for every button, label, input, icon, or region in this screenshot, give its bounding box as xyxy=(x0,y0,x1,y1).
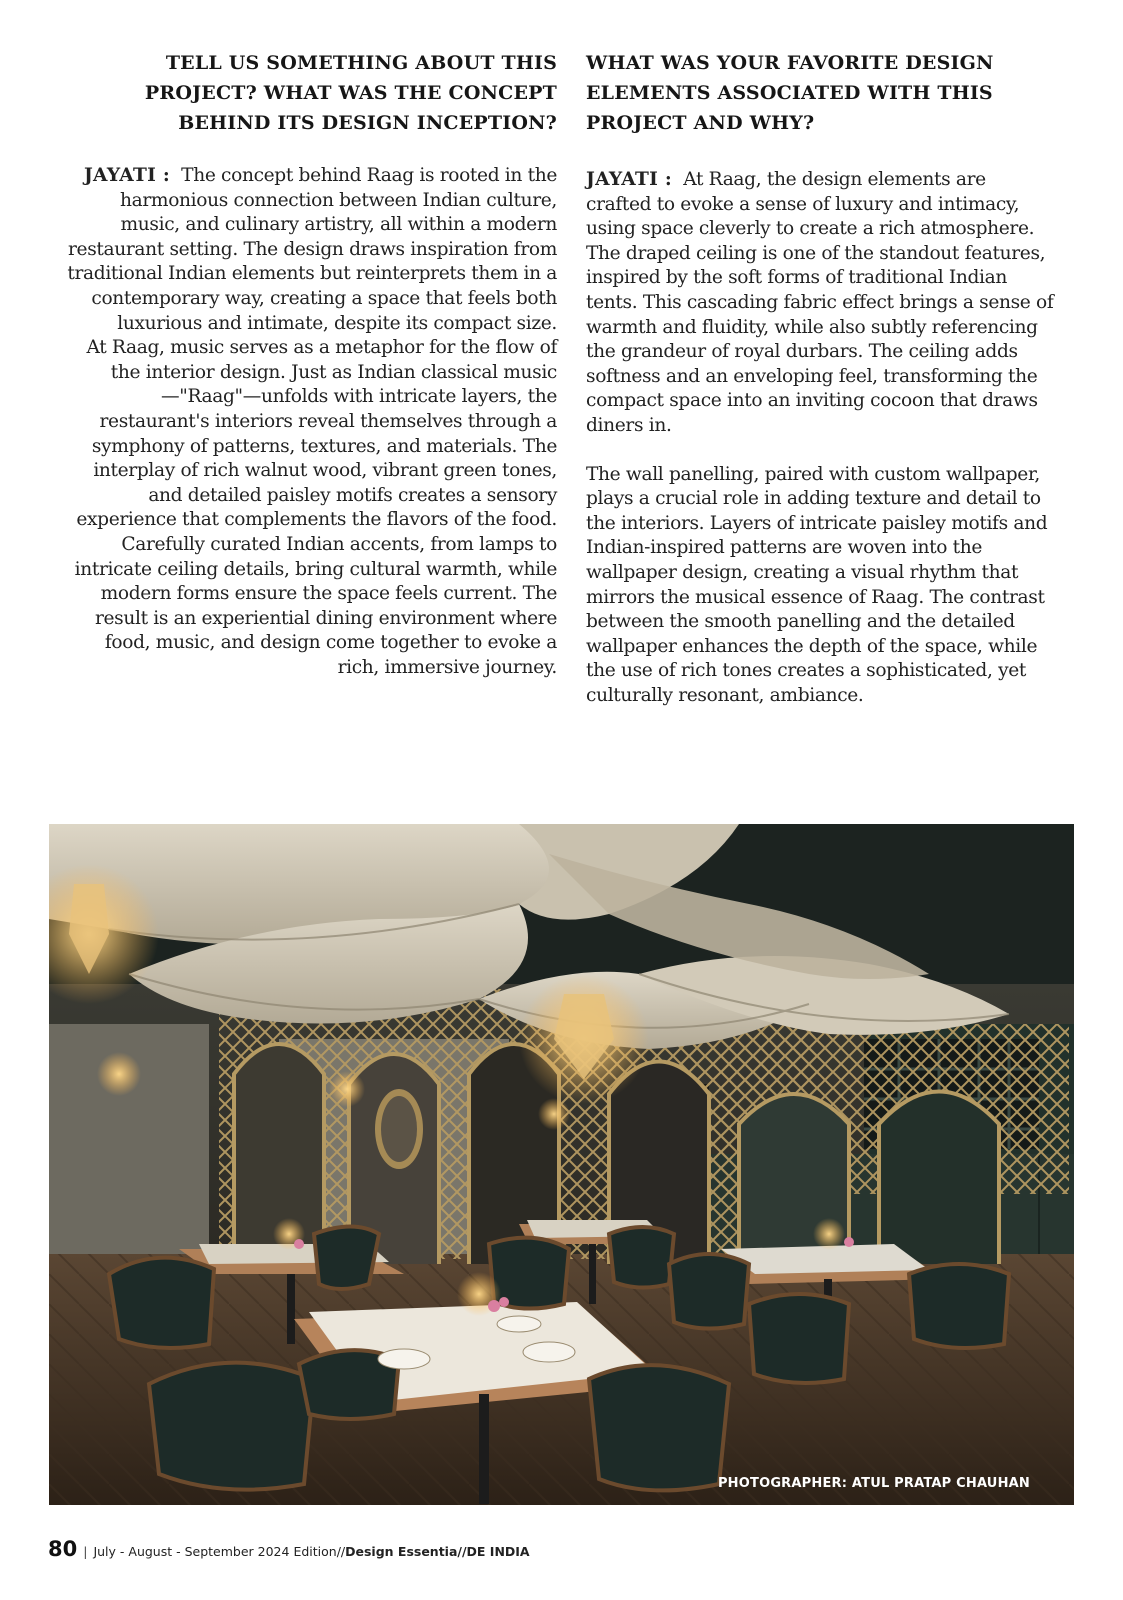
edition-text: July - August - September 2024 Edition// xyxy=(93,1544,346,1559)
page-footer xyxy=(48,1537,530,1561)
right-column xyxy=(586,48,1056,708)
photographer-credit: PHOTOGRAPHER: ATUL PRATAP CHAUHAN xyxy=(717,1476,1030,1491)
right-paragraph-1-text: At Raag, the design elements are crafted to evoke a sense of luxury and intimacy, using space cleverly to create a rich atmosphere. The draped ceiling is one of the standout features, inspired by the soft forms of traditional Indian tents. This cascading fabric effect brings a sense of warmth and fluidity, while also subtly referencing the grandeur of royal durbars. The ceiling adds softness and an enveloping feel, transforming the compact space into an inviting cocoon that draws diners in. xyxy=(586,169,1054,436)
left-column xyxy=(58,48,557,680)
edition-label xyxy=(93,1544,529,1559)
left-answer-paragraph-1 xyxy=(58,164,557,336)
left-paragraph-1-text: The concept behind Raag is rooted in the harmonious connection between Indian culture, music, and culinary artistry, all within a modern restaurant setting. The design draws inspiration from traditional Indian elements but reinterprets them in a contemporary way, creating a space that feels both luxurious and intimate, despite its compact size. xyxy=(67,165,557,334)
left-answer-paragraph-2: At Raag, music serves as a metaphor for the flow of the interior design. Just as Indian classical music—"Raag"—unfolds with intricate layers, the restaurant's interiors reveal themselves through a symphony of patterns, textures, and materials. The interplay of rich walnut wood, vibrant green tones, and detailed paisley motifs creates a sensory experience that complements the flavors of the food. xyxy=(76,337,557,531)
left-question-heading: TELL US SOMETHING ABOUT THIS PROJECT? WHAT WAS THE CONCEPT BEHIND ITS DESIGN INCEPTION? xyxy=(144,52,557,134)
right-answer-paragraph-1 xyxy=(586,168,1056,439)
right-question-heading: WHAT WAS YOUR FAVORITE DESIGN ELEMENTS ASSOCIATED WITH THIS PROJECT AND WHY? xyxy=(586,52,994,134)
footer-separator: | xyxy=(83,1544,88,1559)
publication-name: Design Essentia//DE INDIA xyxy=(345,1544,530,1559)
speaker-label: JAYATI : xyxy=(586,169,673,190)
restaurant-interior-photo xyxy=(49,824,1074,1505)
page-number: 80 xyxy=(48,1537,78,1561)
speaker-label: JAYATI : xyxy=(83,165,171,186)
right-answer-paragraph-2: The wall panelling, paired with custom wallpaper, plays a crucial role in adding texture and detail to the interiors. Layers of intricate paisley motifs and Indian-inspired patterns are woven into the wallpaper design, creating a visual rhythm that mirrors the musical essence of Raag. The contrast between the smooth panelling and the detailed wallpaper enhances the depth of the space, while the use of rich tones creates a sophisticated, yet culturally resonant, ambiance. xyxy=(586,463,1048,706)
restaurant-illustration xyxy=(49,824,1074,1505)
left-answer-paragraph-3: Carefully curated Indian accents, from lamps to intricate ceiling details, bring cultural warmth, while modern forms ensure the space feels current. The result is an experiential dining environment where food, music, and design come together to evoke a rich, immersive journey. xyxy=(74,533,557,678)
